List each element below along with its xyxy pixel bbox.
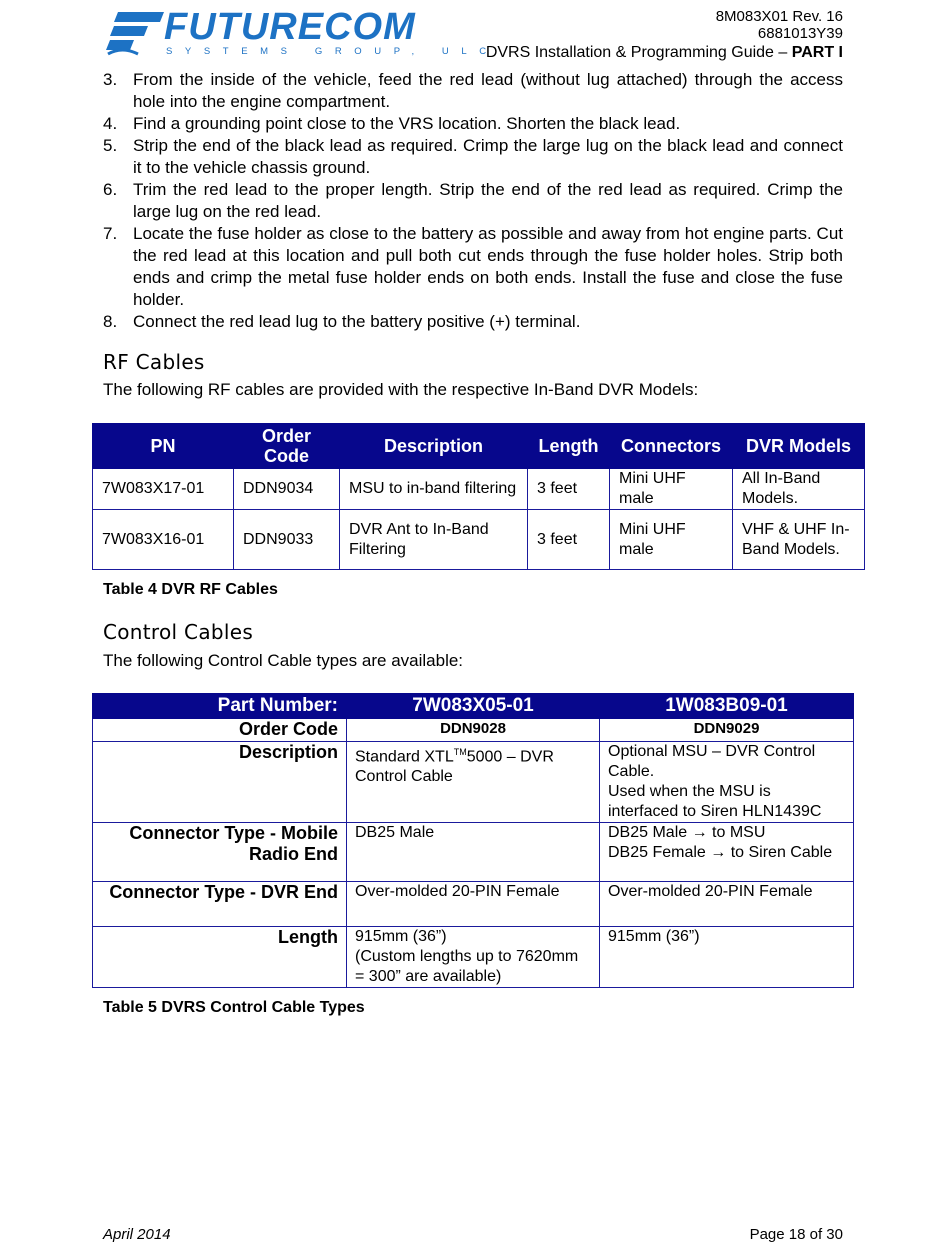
order-code-label: Order Code (93, 719, 347, 742)
step-number: 3. (103, 70, 118, 89)
list-item (103, 223, 843, 311)
order-code-2: DDN9029 (600, 719, 854, 742)
length1-line1: 915mm (36”) (355, 928, 447, 945)
col-header-order-code: Order Code (234, 424, 340, 469)
step-number: 6. (103, 180, 118, 199)
doc-revision: 8M083X01 Rev. 16 (715, 8, 843, 25)
cell-length: 3 feet (528, 510, 610, 570)
step-text: Strip the end of the black lead as required. Crimp the large lug on the black lead and connect it to the vehicle chassis ground. (133, 136, 843, 177)
cell-pn: 7W083X17-01 (93, 469, 234, 510)
desc2-line2: Used when the MSU is interfaced to Siren HLN1439C (608, 783, 822, 820)
description-2 (600, 742, 854, 823)
cell-connectors: Mini UHF male (610, 469, 733, 510)
step-text: Trim the red lead to the proper length. Strip the end of the red lead as required. Crimp the large lug on the red lead. (133, 180, 843, 221)
logo-emblem-icon (104, 10, 166, 58)
table-row (93, 719, 854, 742)
step-text: Locate the fuse holder as close to the battery as possible and away from hot engine parts. Cut the red lead at this location and pull both cut ends through the fuse holder holes. Strip both ends and crimp the metal fuse holder ends on both ends. Install the fuse and close the fuse holder. (133, 224, 843, 309)
cell-description: DVR Ant to In-Band Filtering (340, 510, 528, 570)
rf-cables-intro: The following RF cables are provided with the respective In-Band DVR Models: (103, 380, 699, 399)
company-logo (104, 6, 499, 62)
connector-dvr-label: Connector Type - DVR End (93, 882, 347, 927)
step-number: 7. (103, 224, 118, 243)
footer-page-number: Page 18 of 30 (749, 1226, 843, 1243)
table-header-row (93, 424, 865, 469)
cell-order-code: DDN9034 (234, 469, 340, 510)
order-code-1: DDN9028 (347, 719, 600, 742)
part-number-label: Part Number: (93, 694, 347, 719)
list-item (103, 311, 843, 333)
table-header-row (93, 694, 854, 719)
col-header-dvr-models: DVR Models (733, 424, 865, 469)
footer-date: April 2014 (103, 1226, 171, 1243)
control-cables-heading: Control Cables (103, 620, 254, 644)
rf-cables-heading: RF Cables (103, 350, 205, 374)
trademark-sup: TM (453, 747, 467, 757)
step-number: 8. (103, 312, 118, 331)
doc-number: 6881013Y39 (757, 25, 843, 42)
length-label: Length (93, 927, 347, 988)
step-text: From the inside of the vehicle, feed the red lead (without lug attached) through the access hole into the engine compartment. (133, 70, 843, 111)
cell-order-code: DDN9033 (234, 510, 340, 570)
step-text: Connect the red lead lug to the battery positive (+) terminal. (133, 312, 581, 331)
conn-mobile2-line1: DB25 Male → to MSU (608, 824, 766, 841)
col-header-length: Length (528, 424, 610, 469)
col-header-connectors: Connectors (610, 424, 733, 469)
list-item (103, 179, 843, 223)
connector-dvr-1: Over-molded 20-PIN Female (347, 882, 600, 927)
length1-line2: (Custom lengths up to 7620mm = 300” are available) (355, 948, 579, 985)
rf-table-caption: Table 4 DVR RF Cables (103, 581, 278, 598)
part-number-1: 7W083X05-01 (347, 694, 600, 719)
connector-mobile-label: Connector Type - Mobile Radio End (93, 823, 347, 882)
table-row (93, 510, 865, 570)
connector-mobile-1: DB25 Male (347, 823, 600, 882)
cell-length: 3 feet (528, 469, 610, 510)
list-item (103, 113, 843, 135)
desc1-pre: Standard XTL (355, 748, 454, 766)
step-number: 5. (103, 136, 118, 155)
control-cables-table (92, 693, 854, 988)
length-2: 915mm (36”) (600, 927, 854, 988)
table-row (93, 469, 865, 510)
cell-pn: 7W083X16-01 (93, 510, 234, 570)
desc2-line1: Optional MSU – DVR Control Cable. (608, 743, 816, 780)
step-number: 4. (103, 114, 118, 133)
guide-title-text: DVRS Installation & Programming Guide – (485, 44, 792, 61)
col-header-pn: PN (93, 424, 234, 469)
table-row (93, 823, 854, 882)
install-steps-list (103, 69, 843, 333)
length-1 (347, 927, 600, 988)
guide-part: PART I (791, 44, 843, 61)
control-cables-intro: The following Control Cable types are available: (103, 651, 464, 670)
table-row (93, 927, 854, 988)
control-table-caption: Table 5 DVRS Control Cable Types (103, 999, 365, 1016)
col-header-description: Description (340, 424, 528, 469)
table-row (93, 882, 854, 927)
part-number-2: 1W083B09-01 (600, 694, 854, 719)
cell-dvr-models: All In-Band Models. (733, 469, 865, 510)
list-item (103, 69, 843, 113)
conn-mobile2-line2: DB25 Female → to Siren Cable (608, 844, 833, 861)
step-text: Find a grounding point close to the VRS location. Shorten the black lead. (133, 114, 681, 133)
list-item (103, 135, 843, 179)
logo-tagline: SYSTEMS GROUP, ULC (166, 46, 499, 57)
connector-dvr-2: Over-molded 20-PIN Female (600, 882, 854, 927)
desc1-post: 5000 – DVR Control Cable (355, 748, 554, 786)
description-1 (347, 742, 600, 823)
cell-connectors: Mini UHF male (610, 510, 733, 570)
logo-wordmark: FUTURECOM (164, 6, 416, 48)
description-label: Description (93, 742, 347, 823)
guide-title (486, 44, 843, 61)
table-row (93, 742, 854, 823)
connector-mobile-2 (600, 823, 854, 882)
cell-dvr-models: VHF & UHF In-Band Models. (733, 510, 865, 570)
cell-description: MSU to in-band filtering (340, 469, 528, 510)
rf-cables-table (92, 423, 865, 570)
